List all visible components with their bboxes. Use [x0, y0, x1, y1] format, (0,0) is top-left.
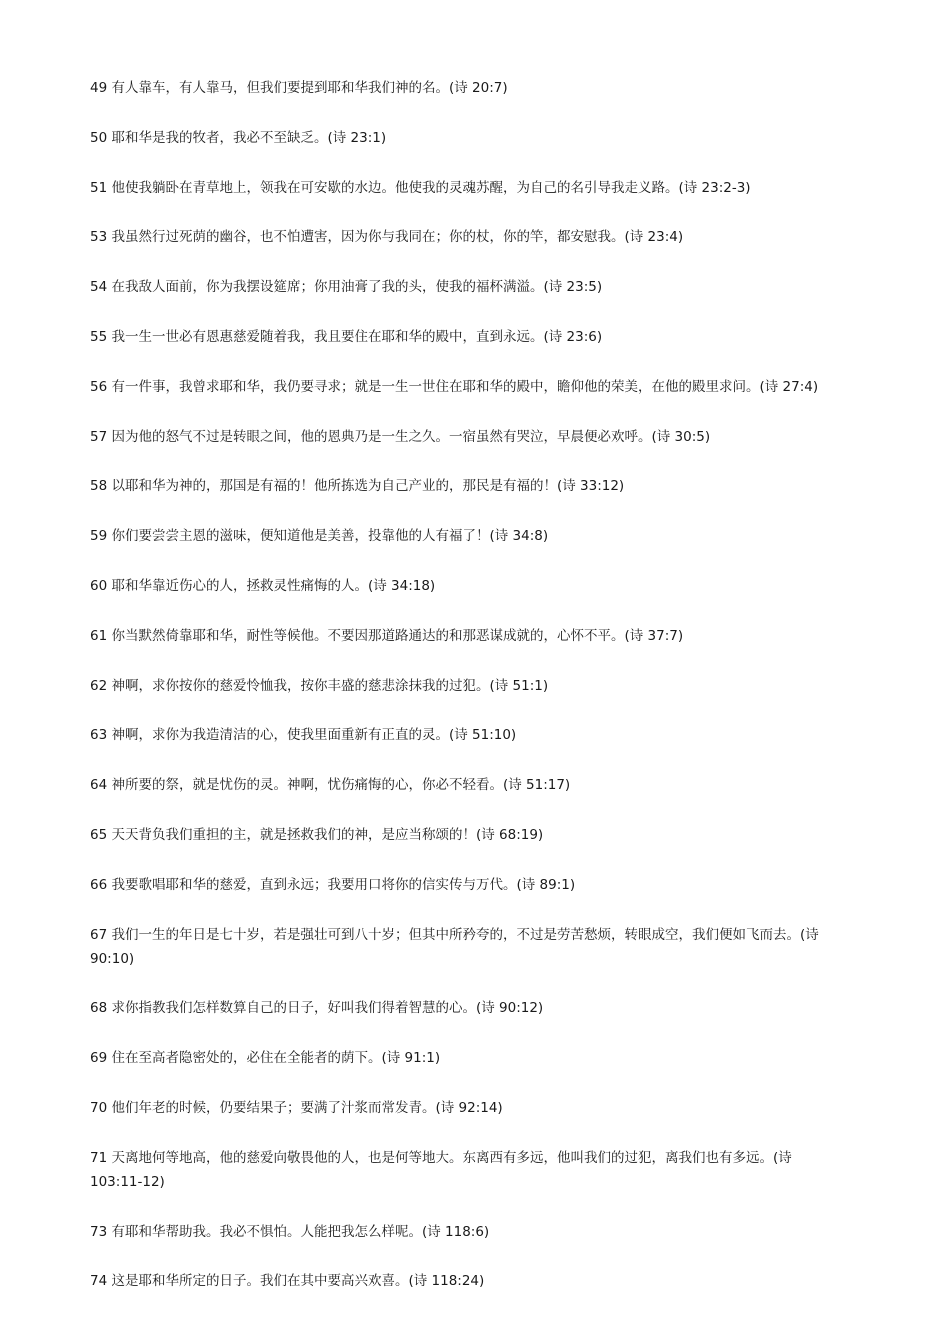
verse-67: [90, 923, 865, 971]
verse-67-line-1: 67 我们一生的年日是七十岁，若是强壮可到八十岁；但其中所矜夸的，不过是劳苦愁烦，转眼成空，我们便如飞而去。(诗: [90, 926, 819, 943]
verse-54: 54 在我敌人面前，你为我摆设筵席；你用油膏了我的头，使我的福杯满溢。(诗 23:5): [90, 279, 603, 296]
verse-64: 64 神所要的祭，就是忧伤的灵。神啊，忧伤痛悔的心，你必不轻看。(诗 51:17): [90, 777, 571, 794]
verse-57: 57 因为他的怒气不过是转眼之间，他的恩典乃是一生之久。一宿虽然有哭泣，早晨便必欢呼。(诗 30:5): [90, 428, 711, 445]
verse-61: 61 你当默然倚靠耶和华，耐性等候他。不要因那道路通达的和那恶谋成就的，心怀不平。(诗 37:7): [90, 627, 684, 644]
verse-71-line-2: 103:11-12): [90, 1173, 165, 1190]
verse-63: 63 神啊，求你为我造清洁的心，使我里面重新有正直的灵。(诗 51:10): [90, 727, 517, 744]
verse-55: 55 我一生一世必有恩惠慈爱随着我，我且要住在耶和华的殿中，直到永远。(诗 23:6): [90, 328, 603, 345]
verse-67-line-2: 90:10): [90, 950, 135, 967]
verse-71-line-1: 71 天离地何等地高，他的慈爱向敬畏他的人，也是何等地大。东离西有多远，他叫我们的过犯，离我们也有多远。(诗: [90, 1149, 792, 1166]
verse-49: 49 有人靠车，有人靠马，但我们要提到耶和华我们神的名。(诗 20:7): [90, 80, 508, 96]
verse-58: 58 以耶和华为神的，那国是有福的！他所拣选为自己产业的，那民是有福的！(诗 33:12): [90, 478, 625, 495]
verse-51: 51 他使我躺卧在青草地上，领我在可安歇的水边。他使我的灵魂苏醒，为自己的名引导我走义路。(诗 23:2-3): [90, 179, 751, 196]
verse-59: 59 你们要尝尝主恩的滋味，便知道他是美善，投靠他的人有福了！(诗 34:8): [90, 528, 549, 545]
verse-66: 66 我要歌唱耶和华的慈爱，直到永远；我要用口将你的信实传与万代。(诗 89:1): [90, 876, 576, 893]
verse-68: 68 求你指教我们怎样数算自己的日子，好叫我们得着智慧的心。(诗 90:12): [90, 1000, 544, 1017]
verse-73: 73 有耶和华帮助我。我必不惧怕。人能把我怎么样呢。(诗 118:6): [90, 1223, 490, 1240]
verse-list: [90, 76, 865, 1319]
verse-50: 50 耶和华是我的牧者，我必不至缺乏。(诗 23:1): [90, 129, 387, 146]
verse-69: 69 住在至高者隐密处的，必住在全能者的荫下。(诗 91:1): [90, 1050, 441, 1067]
verse-60: 60 耶和华靠近伤心的人，拯救灵性痛悔的人。(诗 34:18): [90, 577, 436, 594]
verse-70: 70 他们年老的时候，仍要结果子；要满了汁浆而常发青。(诗 92:14): [90, 1099, 503, 1116]
verse-62: 62 神啊，求你按你的慈爱怜恤我，按你丰盛的慈悲涂抹我的过犯。(诗 51:1): [90, 677, 549, 694]
verse-65: 65 天天背负我们重担的主，就是拯救我们的神，是应当称颂的！(诗 68:19): [90, 826, 544, 843]
verse-56: 56 有一件事，我曾求耶和华，我仍要寻求；就是一生一世住在耶和华的殿中，瞻仰他的荣美，在他的殿里求问。(诗 27:4): [90, 378, 819, 395]
verse-53: 53 我虽然行过死荫的幽谷，也不怕遭害，因为你与我同在；你的杖，你的竿，都安慰我。(诗 23:4): [90, 229, 684, 246]
verse-71: [90, 1146, 865, 1194]
verse-74: 74 这是耶和华所定的日子。我们在其中要高兴欢喜。(诗 118:24): [90, 1273, 485, 1290]
